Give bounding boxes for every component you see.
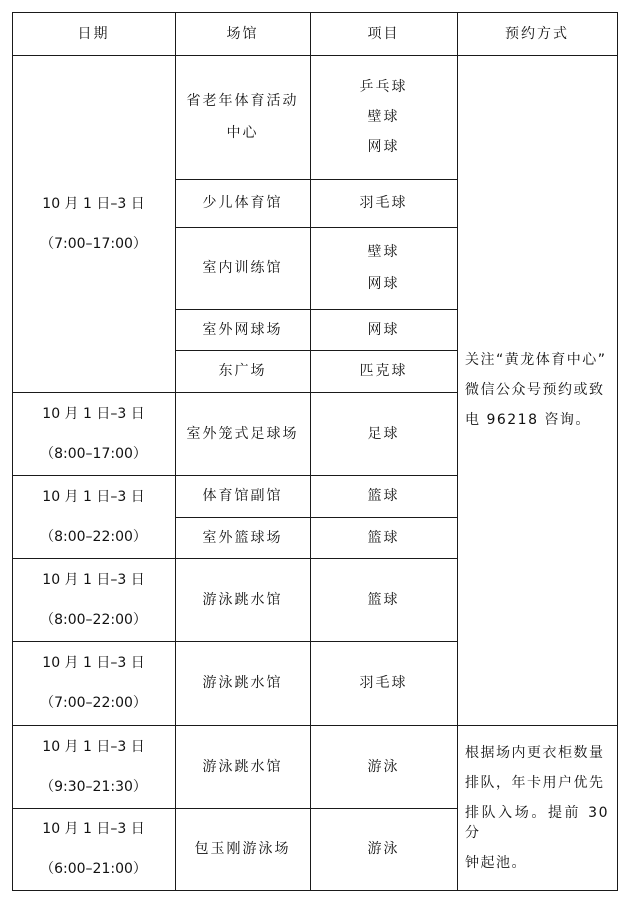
venue-cell: 游泳跳水馆	[202, 758, 283, 775]
item-cell: 篮球	[367, 488, 400, 504]
venue-cell: 体育馆副馆	[202, 488, 283, 504]
venue-name-line1: 省老年体育活动	[186, 93, 299, 109]
item-cell: 匹克球	[359, 363, 408, 379]
item-cell	[310, 55, 457, 179]
booking-note-line: 排队入场。提前 30 分	[465, 804, 609, 841]
time-range: （8:00–22:00）	[40, 611, 147, 628]
header-venue: 场馆	[226, 25, 259, 42]
date-cell	[12, 558, 175, 641]
booking-note-line: 电 96218 咨询。	[465, 412, 591, 428]
time-range: （7:00–22:00）	[40, 695, 147, 711]
booking-note-line: 关注“黄龙体育中心”	[465, 352, 607, 368]
venue-cell: 室外篮球场	[202, 529, 283, 546]
venue-cell: 少儿体育馆	[202, 195, 283, 211]
date-range: 10 月 1 日–3 日	[42, 195, 145, 212]
time-range: （8:00–22:00）	[40, 528, 147, 545]
item-name: 网球	[367, 276, 400, 292]
item-cell: 足球	[367, 425, 400, 442]
date-range: 10 月 1 日–3 日	[42, 821, 145, 837]
item-cell: 羽毛球	[359, 675, 408, 691]
venue-cell: 游泳跳水馆	[202, 591, 283, 608]
date-cell	[12, 725, 175, 808]
item-cell: 篮球	[367, 529, 400, 546]
date-range: 10 月 1 日–3 日	[42, 738, 145, 755]
date-cell	[12, 55, 175, 392]
date-range: 10 月 1 日–3 日	[42, 405, 145, 422]
date-cell	[12, 808, 175, 890]
date-range: 10 月 1 日–3 日	[42, 655, 145, 671]
booking-note-cell	[457, 725, 617, 890]
venue-cell: 东广场	[218, 363, 267, 379]
header-booking: 预约方式	[505, 25, 569, 42]
time-range: （9:30–21:30）	[40, 778, 147, 795]
date-cell	[12, 392, 175, 475]
time-range: （8:00–17:00）	[40, 445, 147, 462]
item-name: 网球	[367, 139, 400, 155]
item-cell: 游泳	[367, 758, 400, 775]
booking-note-cell	[457, 55, 617, 725]
header-item: 项目	[367, 25, 400, 42]
venue-cell: 包玉刚游泳场	[194, 841, 291, 857]
booking-note-line: 钟起池。	[465, 854, 527, 871]
item-name: 壁球	[367, 244, 400, 260]
date-cell	[12, 475, 175, 558]
venue-cell	[175, 55, 310, 179]
time-range: （6:00–21:00）	[40, 861, 147, 877]
venue-name-line2: 中心	[226, 125, 259, 141]
item-name: 乒乓球	[359, 79, 408, 95]
venue-cell: 室内训练馆	[202, 260, 283, 276]
booking-note-line: 排队，年卡用户优先	[465, 774, 605, 791]
item-cell: 篮球	[367, 591, 400, 608]
booking-note-line: 根据场内更衣柜数量	[465, 744, 605, 761]
item-cell: 游泳	[367, 841, 400, 857]
date-range: 10 月 1 日–3 日	[42, 571, 145, 588]
date-cell	[12, 641, 175, 725]
date-range: 10 月 1 日–3 日	[42, 488, 145, 505]
item-name: 壁球	[367, 109, 400, 125]
venue-cell: 室外网球场	[202, 321, 283, 338]
booking-note-line: 微信公众号预约或致	[465, 382, 605, 398]
item-cell	[310, 227, 457, 309]
time-range: （7:00–17:00）	[40, 235, 147, 252]
venue-cell: 室外笼式足球场	[186, 425, 299, 442]
header-date: 日期	[77, 25, 110, 42]
item-cell: 网球	[367, 321, 400, 338]
venue-cell: 游泳跳水馆	[202, 675, 283, 691]
item-cell: 羽毛球	[359, 195, 408, 211]
